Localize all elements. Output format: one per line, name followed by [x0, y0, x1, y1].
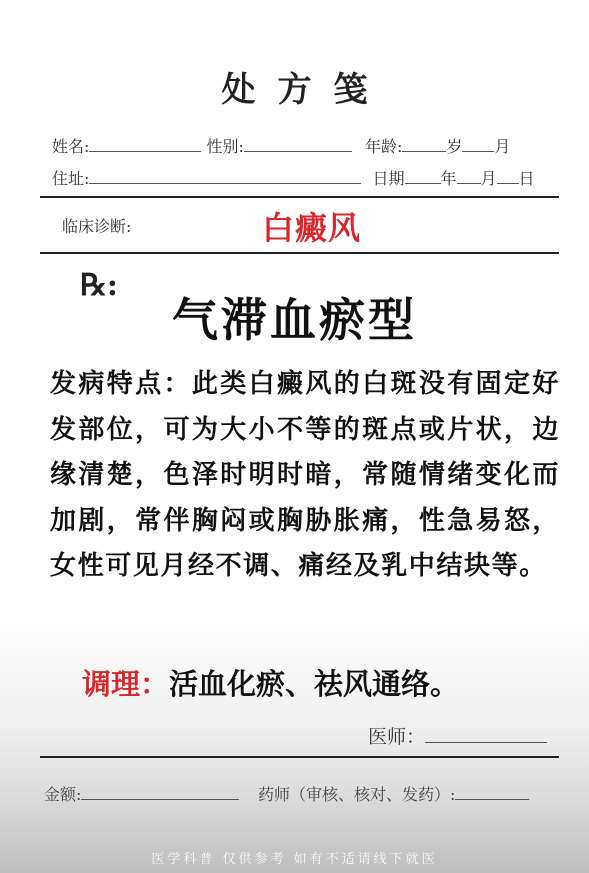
divider-bottom	[40, 756, 559, 758]
pharmacist-label: 药师（审核、核对、发药）:	[258, 785, 456, 804]
doctor-signature-field	[425, 728, 547, 743]
date-label: 日期	[372, 169, 405, 188]
date-day-unit: 日	[518, 169, 535, 188]
divider-diagnosis	[40, 252, 559, 254]
prescription-type-heading: 气滞血瘀型	[172, 293, 417, 347]
name-label: 姓名:	[52, 137, 90, 156]
doctor-signature-row	[368, 722, 547, 749]
address-field	[89, 169, 361, 184]
address-label: 住址:	[52, 169, 90, 188]
pharmacist-row	[258, 782, 529, 805]
age-label: 年龄:	[365, 137, 403, 156]
rx-symbol: ℞:	[80, 268, 118, 303]
amount-field	[81, 785, 239, 800]
date-year-unit: 年	[440, 169, 457, 188]
age-unit-year: 岁	[446, 137, 463, 156]
age-unit-month: 月	[494, 137, 511, 156]
gender-field	[244, 137, 352, 152]
address-row	[52, 166, 535, 189]
patient-info-row	[52, 134, 510, 157]
treatment-label: 调理：	[82, 667, 170, 701]
treatment-line	[82, 662, 459, 703]
amount-label: 金额:	[44, 785, 82, 804]
amount-row	[44, 782, 239, 805]
treatment-value: 活血化瘀、祛风通络。	[169, 667, 460, 701]
age-months-field	[462, 137, 494, 152]
diagnosis-value: 白癜风	[262, 209, 362, 247]
pharmacist-field	[455, 785, 529, 800]
disclaimer-text: 医学科普 仅供参考 如有不适请线下就医	[151, 852, 438, 867]
symptom-description: 发病特点：此类白癜风的白斑没有固定好发部位，可为大小不等的斑点或片状，边缘清楚，色泽时明时暗，常随情绪变化而加剧，常伴胸闷或胸胁胀痛，性急易怒，女性可见月经不调、痛经及乳中结块等。	[50, 369, 560, 581]
page-title: 处方笺	[221, 70, 390, 110]
date-year-field	[405, 169, 441, 184]
doctor-label: 医师：	[368, 726, 426, 748]
divider-top	[40, 196, 559, 198]
gender-label: 性别:	[206, 137, 244, 156]
date-month-field	[457, 169, 481, 184]
name-field	[89, 137, 201, 152]
date-month-unit: 月	[480, 169, 497, 188]
date-day-field	[497, 169, 519, 184]
diagnosis-label: 临床诊断:	[62, 217, 132, 236]
age-years-field	[402, 137, 446, 152]
